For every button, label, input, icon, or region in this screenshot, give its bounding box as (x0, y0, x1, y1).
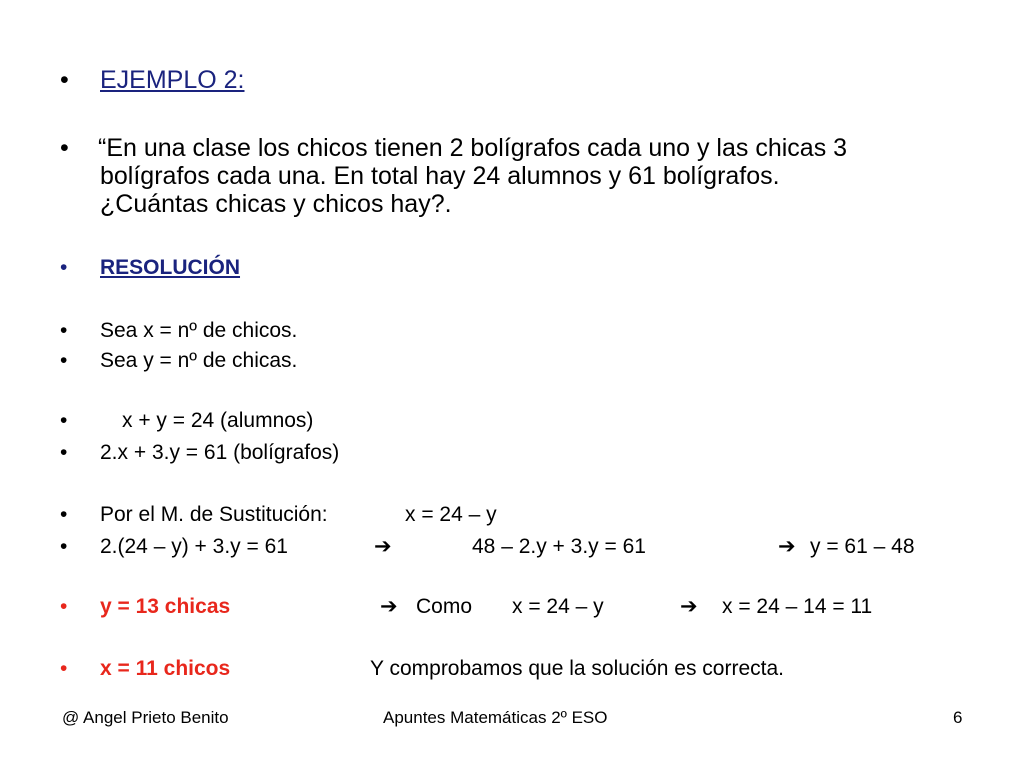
step-part-2: 48 – 2.y + 3.y = 61 (472, 535, 646, 558)
equation-1: x + y = 24 (alumnos) (122, 409, 314, 432)
bullet: • (60, 319, 68, 342)
arrow-icon: ➔ (680, 595, 698, 618)
footer-author: @ Angel Prieto Benito (62, 708, 229, 727)
equation-2: 2.x + 3.y = 61 (bolígrafos) (100, 441, 340, 464)
bullet: • (60, 657, 68, 680)
result-y-como: Como (416, 595, 473, 618)
result-x-label: x = 11 chicos (100, 657, 231, 680)
bullet: • (60, 256, 68, 279)
bullet: • (60, 134, 69, 162)
arrow-icon: ➔ (778, 535, 796, 558)
result-x-check: Y comprobamos que la solución es correcta. (370, 657, 784, 680)
step-part-3: y = 61 – 48 (810, 535, 915, 558)
definition-x: Sea x = nº de chicos. (100, 319, 298, 342)
result-y-expr-1: x = 24 – y (512, 595, 604, 618)
footer-course: Apuntes Matemáticas 2º ESO (383, 708, 608, 727)
bullet: • (60, 535, 68, 558)
bullet: • (60, 66, 69, 94)
definition-y: Sea y = nº de chicas. (100, 349, 298, 372)
arrow-icon: ➔ (380, 595, 398, 618)
arrow-icon: ➔ (374, 535, 392, 558)
example-title: EJEMPLO 2: (100, 66, 245, 94)
footer-page-number: 6 (953, 708, 963, 727)
resolution-heading: RESOLUCIÓN (100, 256, 241, 279)
step-part-1: 2.(24 – y) + 3.y = 61 (100, 535, 288, 558)
problem-line-1: “En una clase los chicos tienen 2 bolígrafos cada uno y las chicas 3 (98, 134, 848, 162)
problem-line-3: ¿Cuántas chicas y chicos hay?. (100, 190, 452, 218)
bullet: • (60, 595, 68, 618)
bullet: • (60, 503, 68, 526)
bullet: • (60, 349, 68, 372)
bullet: • (60, 441, 68, 464)
problem-line-2: bolígrafos cada una. En total hay 24 alumnos y 61 bolígrafos. (100, 162, 780, 190)
bullet: • (60, 409, 68, 432)
substitution-expr: x = 24 – y (405, 503, 497, 526)
substitution-label: Por el M. de Sustitución: (100, 503, 328, 526)
result-y-label: y = 13 chicas (100, 595, 231, 618)
result-y-expr-2: x = 24 – 14 = 11 (722, 595, 873, 618)
